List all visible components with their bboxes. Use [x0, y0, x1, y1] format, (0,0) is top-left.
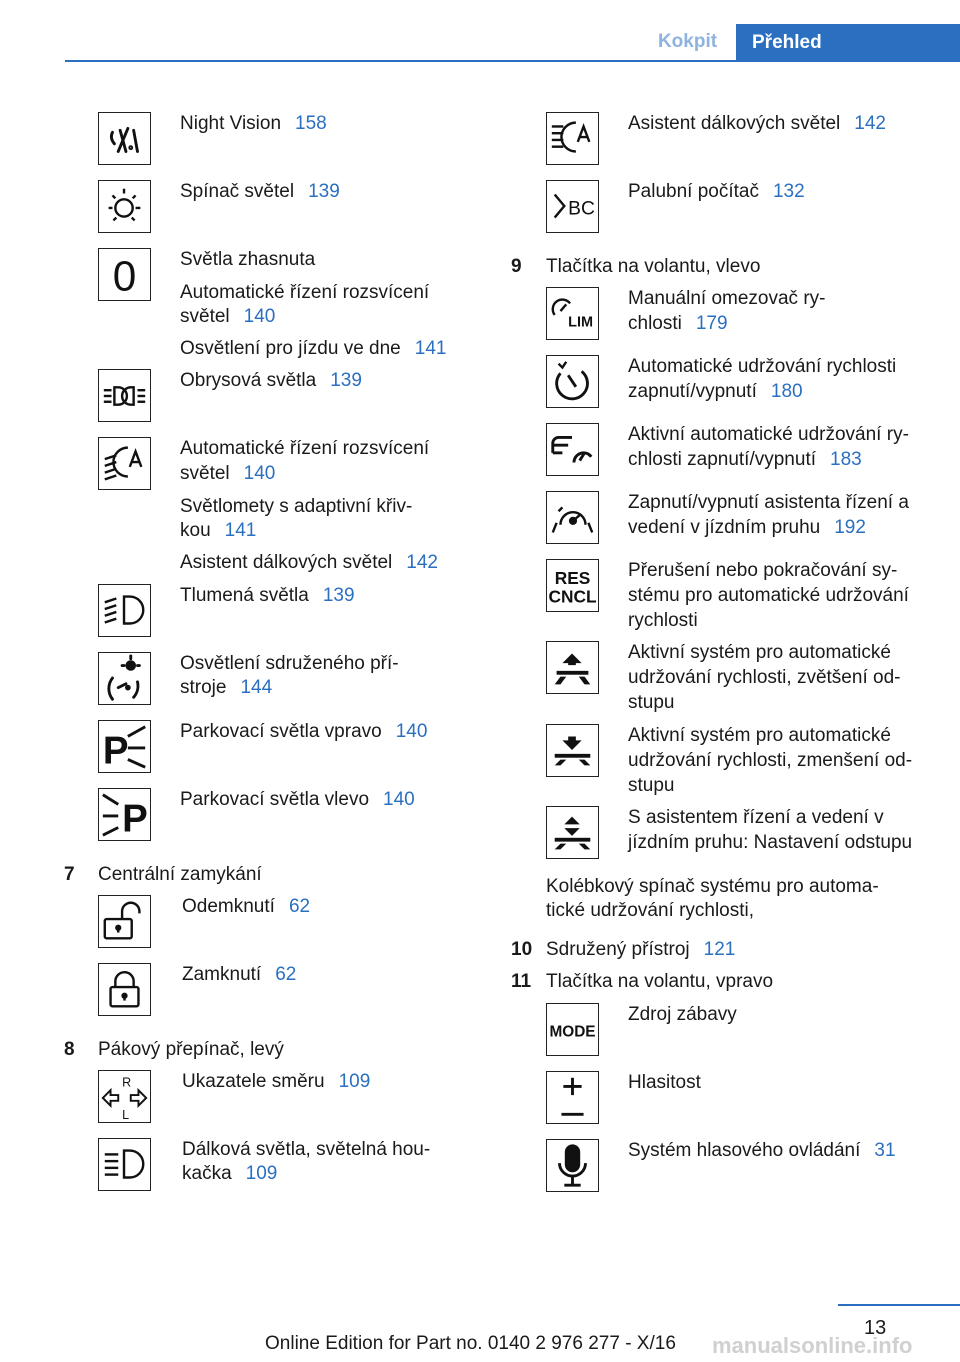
lights-off-label: Světla zhasnuta: [180, 249, 316, 270]
svg-text:P: P: [102, 729, 129, 772]
rocker-switch-text: Kolébkový spínač systému pro automa-: [546, 876, 879, 897]
edition-text: Online Edition for Part no. 0140 2 976 277 - X/16: [265, 1333, 676, 1354]
auto-lights-label: Automatické řízení rozsvícení: [180, 282, 430, 303]
entertainment-source-label: Zdroj zábavy: [628, 1004, 737, 1025]
instrument-lighting-label: Osvětlení sdruženého pří-: [180, 653, 399, 674]
svg-text:L: L: [122, 1108, 130, 1122]
lane-distance-label: S asistentem řízení a vedení v: [628, 807, 884, 828]
res-cncl-label-3: rychlosti: [628, 610, 698, 631]
section-title: Centrální zamykání: [98, 864, 262, 885]
parking-light-right-icon: [98, 720, 151, 773]
page-ref[interactable]: 142: [406, 552, 438, 573]
auto-headlight-icon: [98, 437, 151, 490]
instrument-lighting-icon: [98, 652, 151, 705]
auto-lights-label-b: Automatické řízení rozsvícení: [180, 438, 430, 459]
parking-light-left-icon: [98, 788, 151, 841]
lane-assist-icon: [546, 491, 599, 544]
high-beam-assist-label-r: Asistent dálkových světel 142: [628, 113, 886, 134]
page-ref[interactable]: 142: [854, 113, 886, 134]
distance-decrease-label: Aktivní systém pro automatické: [628, 725, 891, 746]
page-ref[interactable]: 62: [275, 964, 297, 985]
section-title: Sdružený přístroj 121: [546, 939, 736, 960]
volume-label: Hlasitost: [628, 1072, 701, 1093]
section-title: Tlačítka na volantu, vlevo: [546, 256, 761, 277]
page-ref[interactable]: 192: [834, 517, 866, 538]
page-ref[interactable]: 158: [295, 113, 327, 134]
active-cruise-control-label: Aktivní automatické udržování ry-: [628, 424, 909, 445]
high-beam-icon: [98, 1138, 151, 1191]
cruise-control-label: Automatické udržování rychlosti: [628, 356, 897, 377]
high-beam-assist-icon: [546, 112, 599, 165]
page-ref[interactable]: 180: [770, 381, 803, 402]
onboard-computer-icon: [546, 180, 599, 233]
lock-label: Zamknutí 62: [182, 964, 297, 985]
page-ref[interactable]: 179: [695, 313, 728, 334]
section-number: 8: [64, 1039, 75, 1060]
night-vision-label: Night Vision 158: [180, 113, 327, 134]
lights-off-icon: [98, 248, 151, 301]
parking-light-left-label: Parkovací světla vlevo 140: [180, 789, 415, 810]
page-ref[interactable]: 139: [330, 370, 362, 391]
adaptive-headlights-label-2: kou 141: [180, 520, 257, 541]
page-ref[interactable]: 109: [338, 1071, 371, 1092]
section-number: 10: [511, 939, 533, 960]
parking-light-right-label: Parkovací světla vpravo 140: [180, 721, 428, 742]
low-beam-icon: [98, 584, 151, 637]
high-beam-assist-label: Asistent dálkových světel 142: [180, 552, 438, 573]
svg-text:CNCL: CNCL: [548, 586, 597, 607]
auto-lights-label-2: světel 140: [180, 306, 276, 327]
lock-icon: [98, 963, 151, 1016]
page-ref[interactable]: 141: [414, 338, 447, 359]
res-cncl-label-2: stému pro automatické udržování: [628, 585, 909, 606]
adaptive-headlights-label: Světlomety s adaptivní křiv-: [180, 496, 413, 517]
section-number: 9: [511, 256, 522, 277]
res-cncl-label: Přerušení nebo pokračování sy-: [628, 560, 898, 581]
section-title: Tlačítka na volantu, vpravo: [546, 971, 774, 992]
tab-kokpit[interactable]: Kokpit: [657, 31, 718, 52]
tab-prehled[interactable]: Přehled: [736, 24, 960, 62]
mode-icon: [546, 1003, 599, 1056]
section-title: Pákový přepínač, levý: [98, 1039, 284, 1060]
page-ref[interactable]: 139: [308, 181, 340, 202]
page-ref[interactable]: 141: [224, 520, 257, 541]
page-ref[interactable]: 140: [395, 721, 428, 742]
page-ref[interactable]: 139: [322, 585, 355, 606]
section-number: 11: [511, 971, 532, 992]
distance-increase-label-3: stupu: [628, 692, 675, 713]
cruise-control-label-2: zapnutí/vypnutí 180: [628, 381, 803, 402]
distance-increase-icon: [546, 641, 599, 694]
high-beam-label: Dálková světla, světelná hou-: [182, 1139, 431, 1160]
page-ref[interactable]: 140: [243, 306, 276, 327]
unlock-label: Odemknutí 62: [182, 896, 311, 917]
side-lights-label: Obrysová světla 139: [180, 370, 362, 391]
distance-decrease-label-2: udržování rychlosti, zmenšení od-: [628, 750, 913, 771]
low-beam-label: Tlumená světla 139: [180, 585, 355, 606]
page-ref[interactable]: 31: [874, 1140, 896, 1161]
lane-assist-label-2: vedení v jízdním pruhu 192: [628, 517, 866, 538]
page-ref[interactable]: 183: [830, 449, 862, 470]
page-ref[interactable]: 140: [243, 463, 276, 484]
light-switch-icon: [98, 180, 151, 233]
auto-lights-label-b2: světel 140: [180, 463, 276, 484]
onboard-computer-label: Palubní počítač 132: [628, 181, 805, 202]
turn-signal-icon: [98, 1070, 151, 1123]
page-ref[interactable]: 132: [772, 181, 805, 202]
svg-text:MODE: MODE: [549, 1023, 596, 1041]
unlock-icon: [98, 895, 151, 948]
light-switch-label: Spínač světel 139: [180, 181, 340, 202]
distance-increase-label: Aktivní systém pro automatické: [628, 642, 891, 663]
svg-text:LIM: LIM: [568, 314, 594, 331]
section-number: 7: [64, 864, 75, 885]
page-ref[interactable]: 144: [240, 677, 273, 698]
header-rule: [65, 60, 960, 62]
page-ref[interactable]: 140: [383, 789, 415, 810]
distance-decrease-label-3: stupu: [628, 775, 675, 796]
side-lights-icon: [98, 369, 151, 422]
page-ref[interactable]: 109: [245, 1163, 278, 1184]
svg-text:RES: RES: [554, 568, 591, 589]
speed-limiter-icon: [546, 287, 599, 340]
footer-rule: [838, 1304, 960, 1306]
daytime-lights-label: Osvětlení pro jízdu ve dne 141: [180, 338, 447, 359]
page-ref[interactable]: 62: [288, 896, 311, 917]
svg-text:0: 0: [112, 252, 137, 300]
cruise-control-icon: [546, 355, 599, 408]
speed-limiter-label-2: chlosti 179: [628, 313, 728, 334]
lane-distance-icon: [546, 806, 599, 859]
distance-decrease-icon: [546, 724, 599, 777]
page-number: 13: [864, 1317, 887, 1339]
instrument-lighting-label-2: stroje 144: [180, 677, 273, 698]
svg-text:P: P: [122, 797, 148, 840]
lane-assist-label: Zapnutí/vypnutí asistenta řízení a: [628, 492, 909, 513]
res-cncl-icon: [546, 559, 599, 612]
night-vision-icon: [98, 112, 151, 165]
distance-increase-label-2: udržování rychlosti, zvětšení od-: [628, 667, 901, 688]
page-ref[interactable]: 121: [703, 939, 736, 960]
active-cruise-control-label-2: chlosti zapnutí/vypnutí 183: [628, 449, 862, 470]
active-cruise-control-icon: [546, 423, 599, 476]
turn-signal-label: Ukazatele směru 109: [182, 1071, 371, 1092]
microphone-icon: [546, 1139, 599, 1192]
speed-limiter-label: Manuální omezovač ry-: [628, 288, 826, 309]
voice-control-label: Systém hlasového ovládání 31: [628, 1140, 896, 1161]
watermark: manualsonline.info: [712, 1333, 913, 1358]
svg-text:R: R: [122, 1075, 132, 1090]
volume-icon: [546, 1071, 599, 1124]
lane-distance-label-2: jízdním pruhu: Nastavení odstupu: [628, 832, 913, 853]
rocker-switch-text-2: tické udržování rychlosti,: [546, 900, 755, 921]
high-beam-label-2: kačka 109: [182, 1163, 278, 1184]
svg-text:BC: BC: [568, 198, 595, 220]
